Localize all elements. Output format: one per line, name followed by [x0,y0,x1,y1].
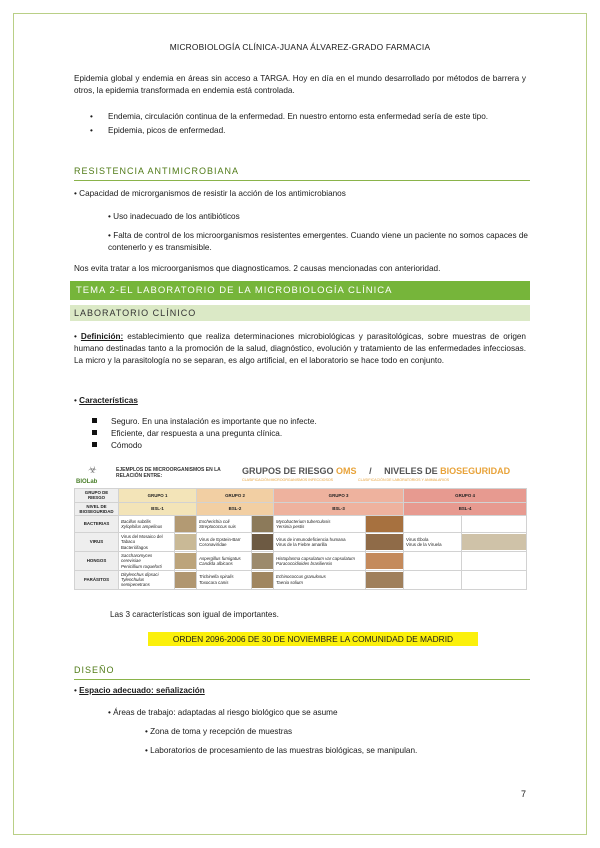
page-number: 7 [521,789,527,799]
table-row [75,533,527,552]
zona-text: Laboratorios de procesamiento de las muestras biológicas, se manipulan. [150,746,418,755]
level-cell: BSL-2 [197,502,274,516]
list-item [90,125,522,137]
table-row [75,502,527,516]
caracteristicas-list [92,416,512,452]
zona-text: Zona de toma y recepción de muestras [150,727,293,736]
row-label: GRUPO DE RIESGO [75,489,119,503]
organism-cell: Virus del Mosaico del Tabaco Bacteriófagos [119,533,175,552]
bullet-dot-icon: • [74,396,80,405]
organism-cell: Aspergillus fumigatus Candida albicans [197,551,252,570]
areas-text: Áreas de trabajo: adaptadas al riesgo biológico que se asume [113,708,338,717]
figure-subtitle-b: CLASIFICACIÓN DE LABORATORIOS Y ANIMALARIOS [358,478,450,482]
organism-cell: Mycobacterium tuberculosis Yersinia pestis [274,516,366,533]
table-row [75,551,527,570]
organism-cell [404,551,462,570]
organism-cell [404,516,462,533]
laboratorio-clinico-heading: LABORATORIO CLÍNICO [70,305,530,321]
resistencia-cause-1 [108,211,526,223]
square-bullet-icon [92,430,97,435]
definicion-paragraph [74,331,526,367]
figure-subtitle-a: CLASIFICACIÓN MICROORGANISMOS INFECCIOSOS [242,478,334,482]
square-bullet-icon [92,418,97,423]
biohazard-icon: ☣ [88,465,97,476]
bullet-dot-icon: • [145,727,151,736]
table-row [75,489,527,503]
table-row [75,570,527,589]
running-header: MICROBIOLOGÍA CLÍNICA-JUANA ÁLVAREZ-GRADO FARMACIA [169,42,431,52]
bullet-dot-icon: • [108,231,114,240]
tema2-heading: TEMA 2-EL LABORATORIO DE LA MICROBIOLOGÍA CLÍNICA [70,281,530,300]
micrograph-image [366,516,404,533]
level-cell: BSL-1 [119,502,197,516]
figure-title: GRUPOS DE RIESGO OMS / NIVELES DE BIOSEGURIDAD [242,466,511,476]
zona-item [145,745,525,757]
organism-cell: Bacillus subtilis Xylophilus ampelinus [119,516,175,533]
micrograph-image [252,570,274,589]
bullet-dot-icon: • [90,125,93,135]
micrograph-image [366,551,404,570]
organism-cell: Ditylenchus dipsaci Tylenchulus semipenetrans [119,570,175,589]
row-label: PARÁSITOS [75,570,119,589]
row-label: HONGOS [75,551,119,570]
caracteristicas-label: Características [79,396,138,405]
bullet-dot-icon: • [74,189,80,198]
bullet-dot-icon: • [74,332,81,341]
list-item [90,111,522,123]
espacio-adecuado [74,685,526,697]
resistencia-cause-2 [108,230,528,254]
figure-caption-left: EJEMPLOS DE MICROORGANISMOS EN LA RELACIÓN ENTRE: [116,467,221,479]
micrograph-image [175,516,197,533]
figure-header [74,466,526,488]
espacio-label: Espacio adecuado: señalización [79,686,205,695]
organism-cell: Virus de Epstein-Barr Coronavirídae [197,533,252,552]
resistencia-heading: RESISTENCIA ANTIMICROBIANA [74,165,530,181]
bullet-dot-icon: • [145,746,151,755]
biolab-logo: ☣ BIOLab [76,465,98,485]
micrograph-image [462,533,527,552]
cause-text: Uso inadecuado de los antibióticos [113,212,240,221]
areas-trabajo [108,707,526,719]
level-cell: BSL-4 [404,502,527,516]
diseno-heading: DISEÑO [74,664,530,680]
definicion-label: Definición: [80,332,124,341]
micrograph-image [175,570,197,589]
row-label: BACTERIAS [75,516,119,533]
zona-item [145,726,525,738]
square-bullet-icon [92,442,97,447]
organism-cell: Virus Ébola Virus de la Viruela [404,533,462,552]
micrograph-image [366,533,404,552]
micrograph-image [366,570,404,589]
micrograph-image [252,533,274,552]
row-label: NIVEL DE BIOSEGURIDAD [75,502,119,516]
table-row [75,516,527,533]
organism-cell: Echinococcus granulosus Taenia solium [274,570,366,589]
list-item: Eficiente, dar respuesta a una pregunta clínica. [92,428,512,440]
level-cell: BSL-3 [274,502,404,516]
organism-cell: Saccharomyces cerevisiae Penicillium roqueforti [119,551,175,570]
group-cell: GRUPO 4 [404,489,527,503]
micrograph-image [252,516,274,533]
intro-bullet-list [90,111,522,137]
organism-cell: Trichinella spiralis Toxocara canis [197,570,252,589]
bullet-text: Epidemia, picos de enfermedad. [108,125,226,135]
group-cell: GRUPO 1 [119,489,197,503]
caracteristicas-heading [74,395,526,407]
resistencia-definition-text: Capacidad de microrganismos de resistir la acción de los antimicrobianos [79,189,346,198]
organism-cell: Histoplasma capsulatum var capsulatum Paracoccidioides brasiliensis [274,551,366,570]
micrograph-image [252,551,274,570]
intro-paragraph: Epidemia global y endemia en áreas sin acceso a TARGA. Hoy en día en el mundo desarrollado por métodos de barrera y otros, la epidemia transformada en endemia está controlada. [74,74,526,95]
bullet-dot-icon: • [108,212,114,221]
resistencia-definition [74,188,526,200]
bullet-dot-icon: • [90,112,93,121]
micrograph-image [175,551,197,570]
micrograph-image [175,533,197,552]
organism-cell [404,570,462,589]
group-cell: GRUPO 3 [274,489,404,503]
bullet-dot-icon: • [108,708,114,717]
biosafety-figure [74,466,526,600]
organism-cell: Escherichia coli Streptococcus suis [197,516,252,533]
bullet-text: Endemia, circulación continua de la enfermedad. En nuestro entorno esta enfermedad sería de este tipo. [108,112,489,121]
risk-group-table [74,488,527,590]
list-item: Cómodo [92,440,512,452]
after-table-note: Las 3 características son igual de importantes. [110,610,279,619]
cause-text: Falta de control de los microorganismos resistentes emergentes. Cuando viene un paciente no somos capaces de contenerlo y es transmisible. [108,231,528,252]
organism-cell: Virus de inmunodeficiencia humana Virus de la Fiebre amarilla [274,533,366,552]
definicion-text: establecimiento que realiza determinaciones microbiológicas y parasitológicas, sobre muestras de origen humano destinadas tanto a la promoción de la salud, diagnóstico, evolución y tratamiento de las enfermedades infecciosas. La micro y la parasitología no se separan, es algo artificial, en el laboratorio se hace todo en conjunto. [74,332,526,365]
group-cell: GRUPO 2 [197,489,274,503]
list-item: Seguro. En una instalación es importante que no infecte. [92,416,512,428]
bullet-dot-icon: • [74,686,80,695]
orden-highlight: ORDEN 2096-2006 DE 30 DE NOVIEMBRE LA COMUNIDAD DE MADRID [148,632,478,646]
resistencia-note: Nos evita tratar a los microorganismos que diagnosticamos. 2 causas mencionadas con anterioridad. [74,264,441,273]
row-label: VIRUS [75,533,119,552]
